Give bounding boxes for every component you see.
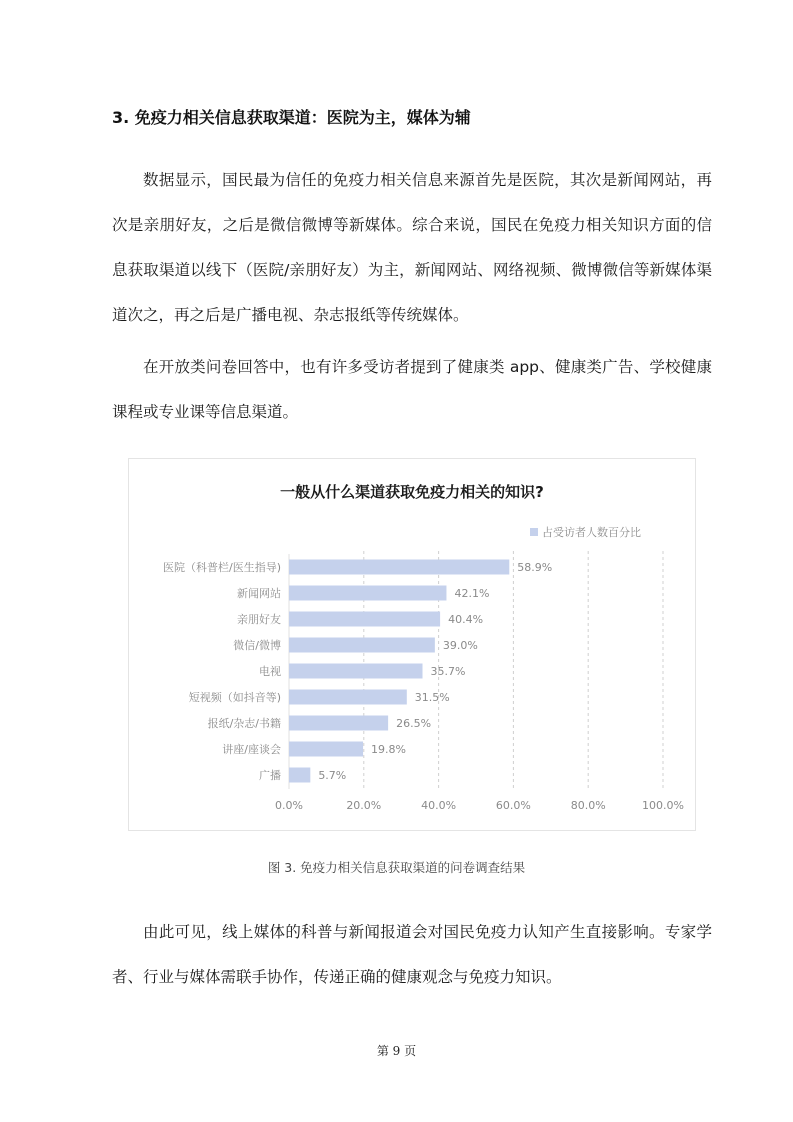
page-number: 第 9 页	[376, 1044, 417, 1058]
bar	[289, 560, 509, 575]
bar	[289, 664, 423, 679]
category-label: 广播	[259, 769, 281, 782]
chart-title: 一般从什么渠道获取免疫力相关的知识?	[280, 483, 544, 501]
bar	[289, 586, 446, 601]
category-label: 报纸/杂志/书籍	[207, 717, 281, 730]
figure-caption: 图 3. 免疫力相关信息获取渠道的问卷调查结果	[267, 860, 526, 875]
paragraph-data-summary: 数据显示，国民最为信任的免疫力相关信息来源首先是医院，其次是新闻网站，再次是亲朋好友，之后是微信微博等新媒体。综合来说，国民在免疫力相关知识方面的信息获取渠道以线下（医院/亲朋好友）为主，新闻网站、网络视频、微博微信等新媒体渠道次之，再之后是广播电视、杂志报纸等传统媒体。	[112, 171, 712, 324]
value-label: 5.7%	[318, 769, 347, 782]
value-label: 42.1%	[454, 587, 490, 600]
value-label: 39.0%	[442, 639, 478, 652]
bar	[289, 742, 363, 757]
x-tick-label: 0.0%	[275, 799, 303, 812]
category-label: 微信/微博	[233, 639, 281, 652]
category-label: 新闻网站	[237, 587, 281, 600]
channel-bar-chart	[128, 458, 696, 831]
value-label: 31.5%	[414, 691, 450, 704]
bar	[289, 716, 388, 731]
value-label: 40.4%	[448, 613, 484, 626]
category-label: 医院（科普栏/医生指导)	[163, 561, 281, 574]
value-label: 35.7%	[430, 665, 466, 678]
category-label: 短视频（如抖音等)	[188, 691, 281, 704]
section-heading: 3. 免疫力相关信息获取渠道：医院为主，媒体为辅	[112, 108, 471, 127]
legend-label: 占受访者人数百分比	[542, 526, 641, 539]
category-label: 讲座/座谈会	[222, 743, 281, 756]
bar	[289, 768, 310, 783]
value-label: 26.5%	[396, 717, 432, 730]
x-tick-label: 20.0%	[346, 799, 382, 812]
value-label: 58.9%	[517, 561, 553, 574]
category-label: 电视	[259, 665, 281, 678]
legend-swatch	[530, 528, 538, 536]
x-tick-label: 80.0%	[570, 799, 606, 812]
chart-svg	[129, 459, 695, 830]
bar	[289, 612, 440, 627]
bar	[289, 690, 407, 705]
x-tick-label: 60.0%	[495, 799, 531, 812]
x-tick-label: 40.0%	[421, 799, 457, 812]
value-label: 19.8%	[371, 743, 407, 756]
x-tick-label: 100.0%	[642, 799, 684, 812]
bar	[289, 638, 435, 653]
paragraph-open-answers: 在开放类问卷回答中，也有许多受访者提到了健康类 app、健康类广告、学校健康课程或专业课等信息渠道。	[112, 358, 712, 421]
paragraph-conclusion: 由此可见，线上媒体的科普与新闻报道会对国民免疫力认知产生直接影响。专家学者、行业与媒体需联手协作，传递正确的健康观念与免疫力知识。	[112, 923, 712, 986]
category-label: 亲朋好友	[237, 613, 281, 626]
